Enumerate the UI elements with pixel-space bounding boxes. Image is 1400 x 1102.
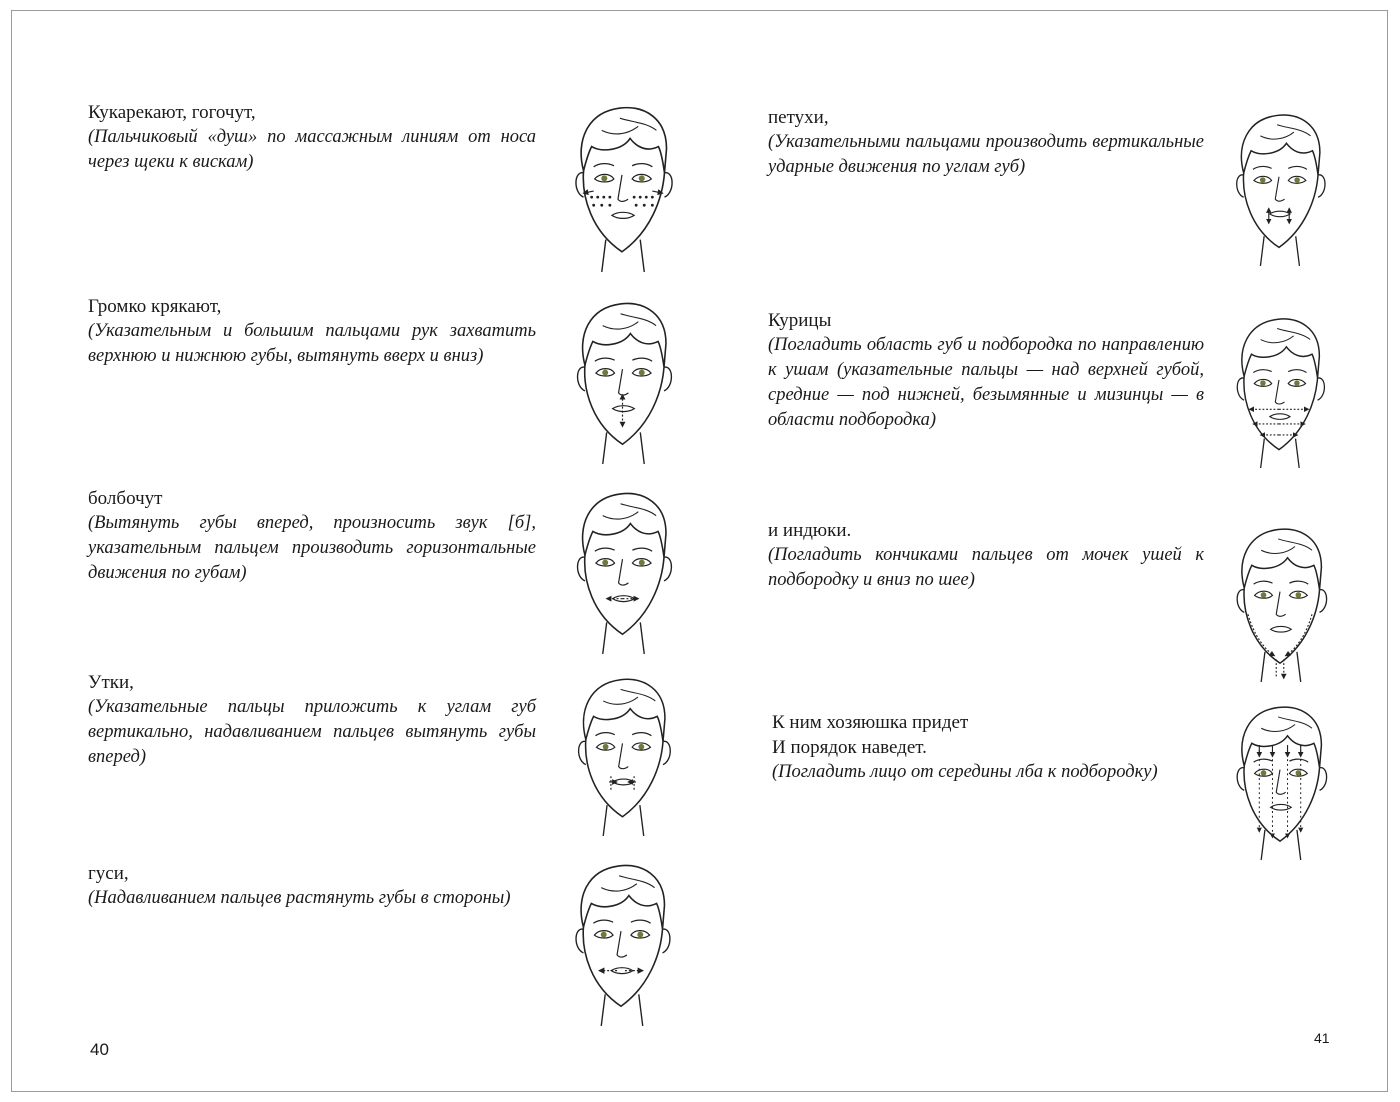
face-massage-forehead-down-icon — [1220, 700, 1340, 860]
entry-instruction: (Указательные пальцы приложить к углам губ вертикально, надавливанием пальцев вытянуть губы вперед) — [88, 697, 536, 767]
face-massage-neck-icon — [1220, 522, 1340, 682]
left-entry-4 — [88, 670, 536, 770]
left-entry-1 — [88, 100, 536, 175]
right-entry-2 — [768, 308, 1204, 433]
entry-title: Курицы — [768, 310, 832, 331]
left-entry-5 — [88, 861, 536, 911]
face-massage-lips-horizontal-icon — [555, 486, 690, 654]
left-entry-3 — [88, 486, 536, 586]
right-entry-4 — [772, 710, 1202, 785]
entry-title: гуси, — [88, 863, 129, 884]
face-massage-lip-corners-tap-icon — [1220, 108, 1338, 266]
entry-instruction: (Надавливанием пальцев растянуть губы в стороны) — [88, 888, 511, 908]
entry-title: и индюки. — [768, 520, 852, 541]
entry-title: Громко крякают, — [88, 296, 222, 317]
entry-instruction: (Погладить кончиками пальцев от мочек ушей к подбородку и вниз по шее) — [768, 545, 1204, 590]
face-massage-lips-stretch-icon — [552, 858, 690, 1026]
entry-instruction: (Погладить лицо от середины лба к подбородку) — [772, 762, 1158, 782]
entry-title: К ним хозяюшка придет И порядок наведет. — [772, 712, 969, 758]
face-massage-cheeks-icon — [552, 100, 692, 272]
entry-title: Кукарекают, гогочут, — [88, 102, 256, 123]
entry-instruction: (Указательным и большим пальцами рук захватить верхнюю и нижнюю губы, вытянуть вверх и вниз) — [88, 321, 536, 366]
right-entry-3 — [768, 518, 1204, 593]
face-massage-lips-vertical-icon — [555, 296, 690, 464]
face-massage-lip-corners-icon — [555, 672, 690, 836]
left-entry-2 — [88, 294, 536, 369]
entry-title: Утки, — [88, 672, 134, 693]
entry-instruction: (Вытянуть губы вперед, произносить звук [б], указательным пальцем производить горизонтальные движения по губам) — [88, 513, 536, 583]
face-massage-chin-icon — [1220, 312, 1338, 468]
entry-title: болбочут — [88, 488, 163, 509]
entry-instruction: (Пальчиковый «душ» по массажным линиям от носа через щеки к вискам) — [88, 127, 536, 172]
page-number-left: 40 — [90, 1040, 109, 1059]
entry-instruction: (Указательными пальцами производить вертикальные ударные движения по углам губ) — [768, 132, 1204, 177]
page-number-right: 41 — [1314, 1030, 1330, 1046]
entry-title: петухи, — [768, 107, 829, 128]
right-entry-1 — [768, 105, 1204, 180]
entry-instruction: (Погладить область губ и подбородка по направлению к ушам (указательные пальцы — над верхней губой, средние — под нижней, безымянные и мизинцы — в области подбородка) — [768, 335, 1204, 430]
